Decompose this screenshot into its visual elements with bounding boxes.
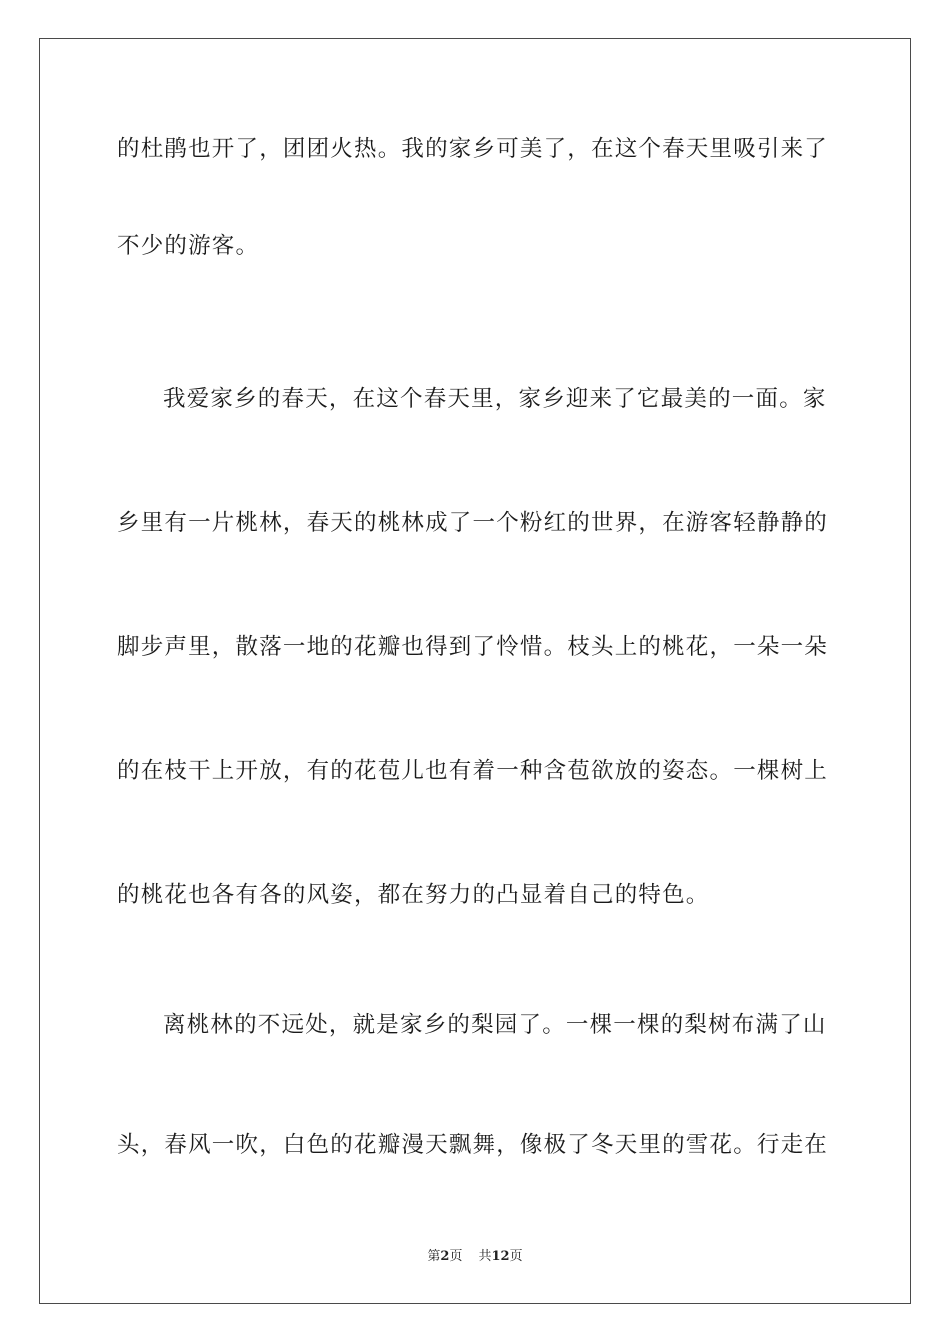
text-line-9: 头，春风一吹，白色的花瓣漫天飘舞，像极了冬天里的雪花。行走在 bbox=[117, 1132, 829, 1158]
page-label-suffix: 页 bbox=[449, 1249, 463, 1264]
text-line-7: 的桃花也各有各的风姿，都在努力的凸显着自己的特色。 bbox=[117, 882, 710, 908]
text-line-5: 脚步声里，散落一地的花瓣也得到了怜惜。枝头上的桃花，一朵一朵 bbox=[117, 634, 829, 660]
text-line-1: 的杜鹃也开了，团团火热。我的家乡可美了，在这个春天里吸引来了 bbox=[117, 136, 829, 162]
page-number: 2 bbox=[440, 1249, 450, 1264]
text-line-2: 不少的游客。 bbox=[117, 233, 260, 259]
page-border bbox=[39, 38, 911, 1304]
total-label-suffix: 页 bbox=[509, 1249, 523, 1264]
text-line-6: 的在枝干上开放，有的花苞儿也有着一种含苞欲放的姿态。一棵树上 bbox=[117, 758, 829, 784]
page-footer bbox=[0, 1248, 950, 1266]
total-label-prefix: 共 bbox=[478, 1249, 492, 1264]
text-line-3: 我爱家乡的春天，在这个春天里，家乡迎来了它最美的一面。家 bbox=[163, 386, 827, 412]
page-label-prefix: 第 bbox=[427, 1249, 441, 1264]
total-pages: 12 bbox=[491, 1249, 510, 1264]
text-line-8: 离桃林的不远处，就是家乡的梨园了。一棵一棵的梨树布满了山 bbox=[163, 1012, 827, 1038]
text-line-4: 乡里有一片桃林，春天的桃林成了一个粉红的世界，在游客轻静静的 bbox=[117, 510, 829, 536]
